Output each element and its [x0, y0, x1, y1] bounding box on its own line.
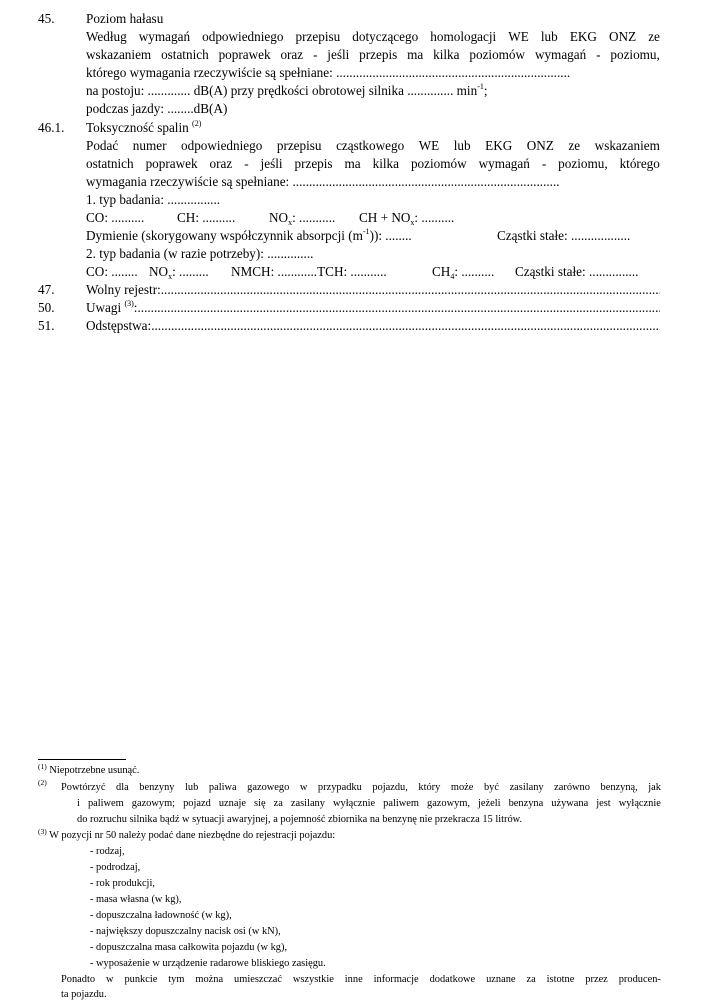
item-45-stationary-noise: [86, 82, 488, 100]
word: benzyny: [139, 782, 175, 793]
test-type-2-row: [0, 245, 701, 263]
list-item: - podrodzaj,: [90, 862, 141, 873]
word: tym: [168, 974, 185, 985]
word: przypadku: [317, 782, 362, 793]
item-number: 45.: [38, 11, 55, 26]
word: wszystkie: [292, 974, 334, 985]
item-47-field: [86, 281, 660, 299]
word: jeśli: [260, 156, 283, 171]
nox-sub: x: [288, 218, 293, 227]
item-46-1-line-1: [86, 137, 660, 155]
word: wskazaniem: [594, 138, 660, 153]
word: gazowym;: [131, 798, 176, 809]
word: może: [450, 782, 474, 793]
word: za: [526, 974, 536, 985]
word: odpowiedniego: [202, 29, 284, 44]
word: wyłącznie: [618, 798, 661, 809]
word: benzyna: [508, 798, 544, 809]
item-50: [0, 299, 701, 317]
item-45-line-3: którego wymagania rzeczywiście są spełniane: .......................................................................: [86, 65, 571, 80]
word: homologacji: [430, 29, 497, 44]
ch-value: CH: ..........: [177, 210, 236, 225]
list-item: - rok produkcji,: [90, 878, 155, 889]
item-45-line-5-row: [0, 100, 701, 118]
word: zasilany: [290, 798, 325, 809]
ch4-label: CH: [432, 264, 451, 279]
word: lub: [185, 782, 199, 793]
word: poprawek: [218, 47, 271, 62]
word: oraz: [209, 156, 233, 171]
word: poziomów: [410, 156, 467, 171]
item-50-label: [86, 299, 137, 317]
word: przepisu: [295, 29, 341, 44]
word: gazowego: [247, 782, 290, 793]
item-46-1-heading: [0, 119, 701, 137]
word: oraz: [280, 47, 304, 62]
footnote-separator: [38, 759, 126, 760]
word: uznaje: [218, 798, 246, 809]
item-47-label: Wolny rejestr:: [86, 282, 161, 297]
word: -: [244, 156, 249, 171]
smoke-exponent: -1: [362, 227, 370, 236]
item-number: 50.: [38, 300, 55, 315]
word: cząstkowego: [336, 138, 405, 153]
footnote-ref: (3): [124, 299, 134, 308]
word: poziomów: [469, 47, 526, 62]
item-51: [0, 317, 701, 335]
word: lub: [540, 29, 558, 44]
word: przez: [585, 974, 608, 985]
word: dla: [116, 782, 129, 793]
smoke-dots: )): ........: [369, 228, 412, 243]
ch-nox-label: CH + NO: [359, 210, 411, 225]
word: przepis: [294, 156, 333, 171]
dot-leader: [161, 281, 660, 299]
word: poziomu,: [610, 47, 660, 62]
footnote-ref: (2): [192, 119, 202, 128]
item-title: [86, 119, 201, 137]
word: ONZ: [526, 138, 554, 153]
stationary-text: na postoju: ............. dB(A) przy prędkości obrotowej silnika .............. min: [86, 83, 478, 98]
word: -: [313, 47, 318, 62]
test-type-2-label: 2. typ badania (w razie potrzeby): ..............: [86, 246, 314, 261]
item-51-field: [86, 317, 660, 335]
word: dotyczącego: [352, 29, 419, 44]
item-46-1-line-3-row: [0, 173, 701, 191]
word: -: [596, 47, 601, 62]
dot-leader: [137, 299, 660, 317]
word: odpowiedniego: [181, 138, 263, 153]
footnote-mark: (1): [38, 762, 47, 771]
word: informacje: [373, 974, 419, 985]
word: umieszczać: [234, 974, 282, 985]
particulates-value: Cząstki stałe: ...............: [515, 264, 639, 279]
word: WE: [508, 29, 529, 44]
word: ze: [568, 138, 581, 153]
word: inne: [344, 974, 363, 985]
item-50-colon: :: [133, 300, 138, 315]
ch-nox-dots: : ..........: [414, 210, 455, 225]
item-45-heading: [0, 10, 701, 28]
word: zarówno: [554, 782, 590, 793]
word: przepisu: [276, 138, 322, 153]
word: benzyną,: [600, 782, 638, 793]
footnote-3-closing-line-1: [61, 972, 661, 988]
stationary-end: ;: [483, 83, 488, 98]
footnote-text: W pozycji nr 50 należy podać dane niezbędne do rejestracji pojazdu:: [49, 830, 336, 841]
word: ze: [648, 29, 660, 44]
item-45-line-3-row: [0, 64, 701, 82]
word: można: [195, 974, 224, 985]
list-item: - największy dopuszczalny nacisk osi (w kN),: [90, 926, 281, 937]
word: który: [418, 782, 441, 793]
item-title: Poziom hałasu: [86, 11, 164, 26]
co-value: CO: ........: [86, 264, 138, 279]
ch-nox-sub: x: [410, 218, 415, 227]
word: istotne: [546, 974, 575, 985]
word: Podać: [86, 138, 119, 153]
test-type-2-values: [0, 263, 701, 281]
item-45-line-2: [86, 46, 660, 64]
word: wymagań: [478, 156, 530, 171]
item-50-field: [86, 299, 660, 317]
word: być: [483, 782, 499, 793]
word: ma: [407, 47, 424, 62]
word: gazowym,: [427, 798, 470, 809]
word: dodatkowe: [429, 974, 476, 985]
word: Według: [86, 29, 127, 44]
item-number: 47.: [38, 282, 55, 297]
test-type-1-row: [0, 191, 701, 209]
word: numer: [132, 138, 167, 153]
word: EKG: [569, 29, 597, 44]
word: pojazdu,: [372, 782, 408, 793]
word: poprawek: [145, 156, 198, 171]
list-item: - dopuszczalna ładowność (w kg),: [90, 910, 232, 921]
word: i: [77, 798, 80, 809]
item-number: 51.: [38, 318, 55, 333]
word: paliwem: [383, 798, 419, 809]
footnote-mark: (2): [38, 778, 47, 787]
word: jeżeli: [478, 798, 501, 809]
footnote-2-mark: [38, 779, 47, 795]
word: przepis: [359, 47, 398, 62]
ch4-dots: : ..........: [454, 264, 495, 279]
word: ostatnich: [161, 47, 209, 62]
word: Ponadto: [61, 974, 96, 985]
footnote-mark: (3): [38, 827, 47, 836]
word: paliwa: [208, 782, 237, 793]
footnote-text: Niepotrzebne usunąć.: [49, 765, 140, 776]
nox-dots: : ...........: [292, 210, 336, 225]
word: ostatnich: [86, 156, 134, 171]
ch-nox-value: [359, 209, 454, 227]
word: EKG: [485, 138, 513, 153]
smoke-row: [0, 227, 701, 245]
co-value: CO: ..........: [86, 210, 145, 225]
word: jest: [596, 798, 611, 809]
word: w: [106, 974, 114, 985]
item-45-line-1: [86, 28, 660, 46]
list-item: - dopuszczalna masa całkowita pojazdu (w kg),: [90, 942, 288, 953]
word: ONZ: [609, 29, 637, 44]
item-title-text: Toksyczność spalin: [86, 120, 189, 135]
word: wymagań: [138, 29, 191, 44]
test-type-1-label: 1. typ badania: ................: [86, 192, 221, 207]
nox-dots: : .........: [172, 264, 209, 279]
smoke-value: [86, 227, 412, 245]
word: lub: [453, 138, 471, 153]
word: pojazd: [183, 798, 211, 809]
word: jak: [648, 782, 661, 793]
item-46-1-line-3: wymagania rzeczywiście są spełniane: .................................................................................: [86, 174, 560, 189]
word: punkcie: [124, 974, 158, 985]
word: ma: [344, 156, 361, 171]
word: wskazaniem: [86, 47, 152, 62]
word: poziomu,: [558, 156, 608, 171]
word: jeśli: [327, 47, 350, 62]
nox-sub: x: [168, 272, 173, 281]
nox-label: NO: [149, 264, 169, 279]
nox-value: [269, 209, 335, 227]
ch4-value: [432, 263, 494, 281]
word: używana: [551, 798, 589, 809]
footnote-1: [38, 763, 139, 779]
footnote-2-line-2: [77, 796, 661, 812]
item-45-line-4-row: [0, 82, 701, 100]
word: się: [254, 798, 266, 809]
smoke-label: Dymienie (skorygowany współczynnik absorpcji (m: [86, 228, 363, 243]
word: producen-: [618, 974, 661, 985]
nox-value: [149, 263, 209, 281]
particulates-value: Cząstki stałe: ..................: [497, 228, 631, 243]
nmch-tch-value: NMCH: ............TCH: ...........: [231, 264, 387, 279]
word: WE: [418, 138, 440, 153]
list-item: - masa własna (w kg),: [90, 894, 182, 905]
ch4-sub: 4: [450, 272, 455, 281]
word: kilka: [372, 156, 399, 171]
footnote-2-line-3: do rozruchu silnika bądź w sytuacji awaryjnej, a pojemność zbiornika na benzynę nie przekracza 15 litrów.: [77, 814, 523, 825]
word: Powtórzyć: [61, 782, 106, 793]
footnote-2-line-1: [61, 780, 661, 796]
dot-leader: [151, 317, 660, 335]
item-47: [0, 281, 701, 299]
list-item: - wyposażenie w urządzenie radarowe bliskiego zasięgu.: [90, 958, 326, 969]
unit-exponent: -1: [477, 82, 484, 91]
word: wyłącznie: [333, 798, 376, 809]
item-50-label-text: Uwagi: [86, 300, 122, 315]
item-number: 46.1.: [38, 120, 65, 135]
nox-label: NO: [269, 210, 289, 225]
item-45-drive-noise: podczas jazdy: ........dB(A): [86, 101, 228, 116]
item-46-1-line-2: [86, 155, 660, 173]
footnote-3: [38, 828, 335, 844]
word: kilka: [433, 47, 460, 62]
word: -: [541, 156, 547, 171]
word: w: [299, 782, 308, 793]
word: wymagań: [534, 47, 587, 62]
footnote-3-closing-line-2: ta pojazdu.: [61, 989, 107, 1000]
item-51-label: Odstępstwa:: [86, 318, 152, 333]
list-item: - rodzaj,: [90, 846, 125, 857]
test-type-1-values: [0, 209, 701, 227]
word: którego: [619, 156, 660, 171]
word: uznane: [486, 974, 516, 985]
word: za: [273, 798, 283, 809]
word: zasilany: [509, 782, 544, 793]
word: paliwem: [87, 798, 124, 809]
